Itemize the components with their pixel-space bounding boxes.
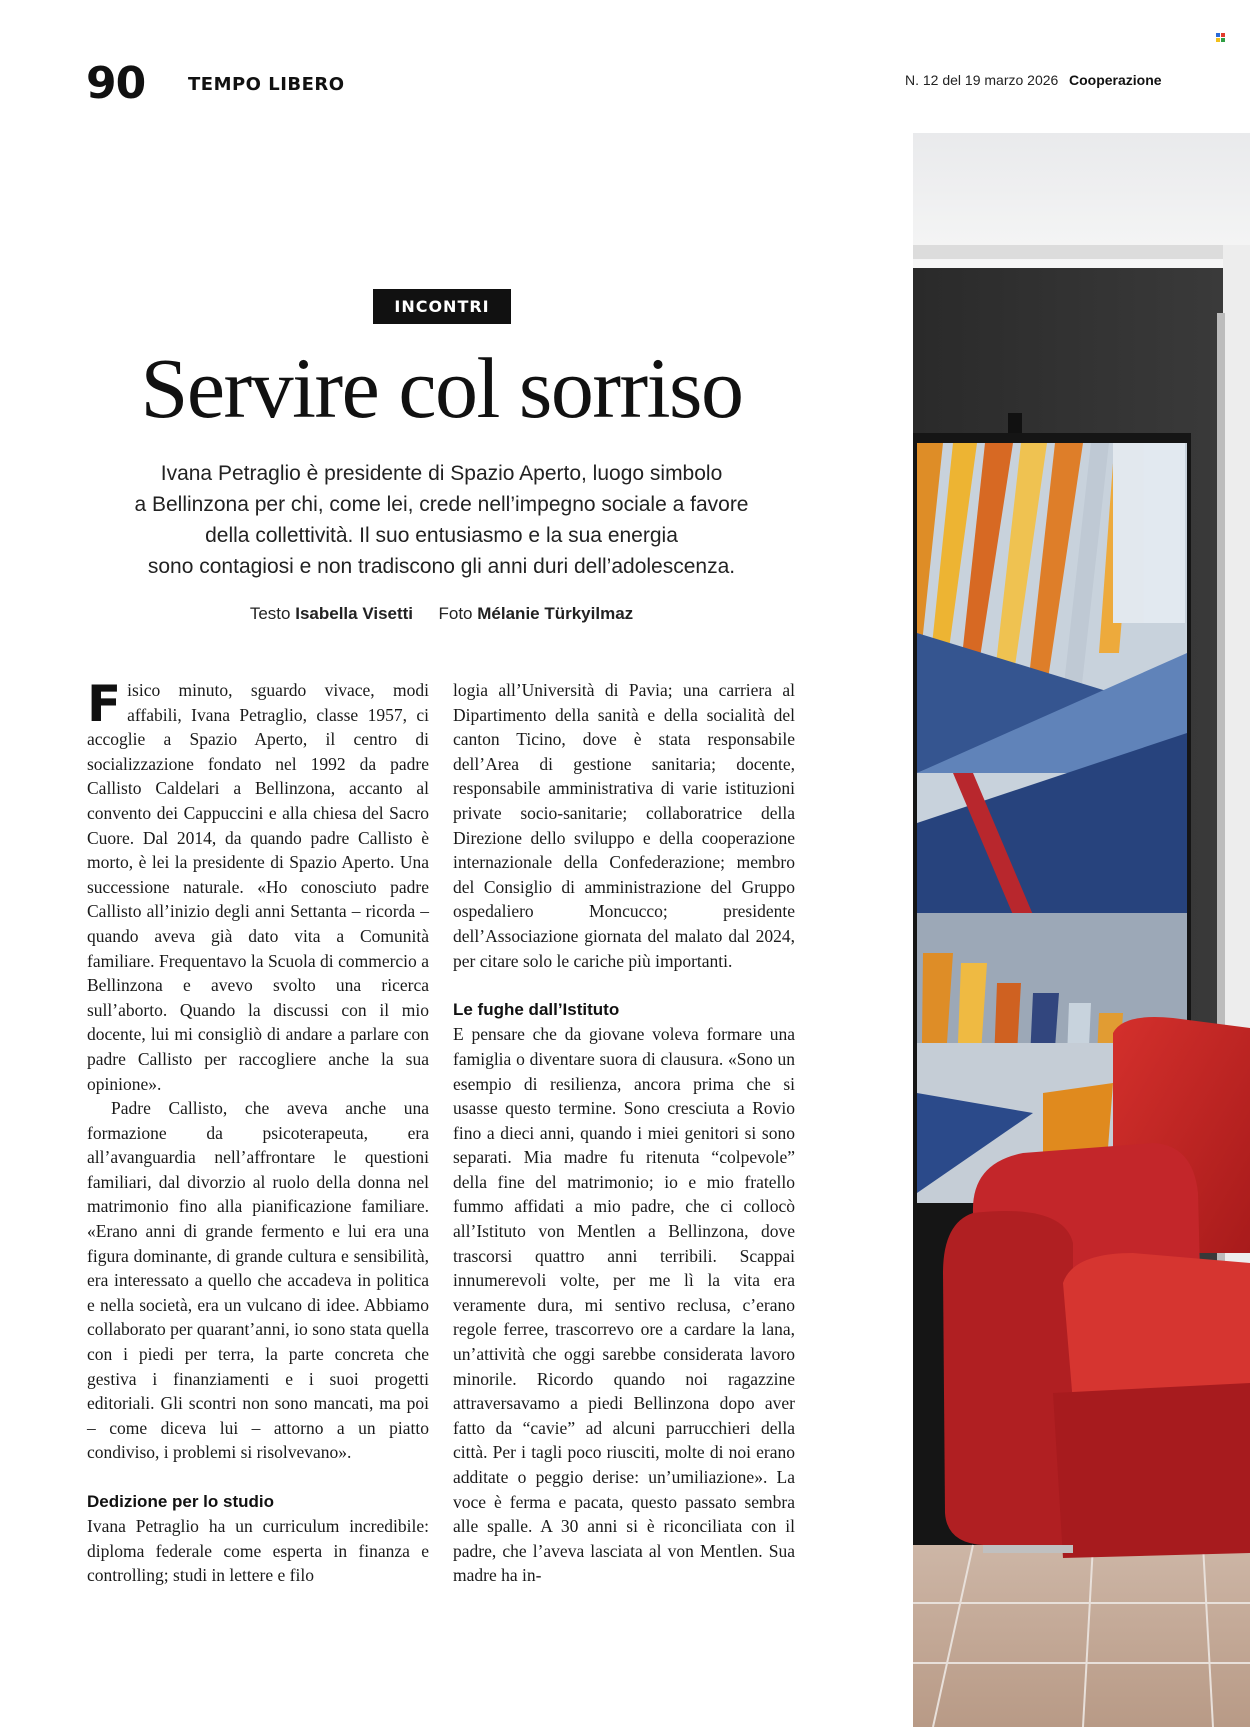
drop-cap: F: [87, 675, 122, 733]
byline-photo-label: Foto: [438, 604, 473, 623]
standfirst-line: a Bellinzona per chi, come lei, crede nell’impegno sociale a favore: [134, 493, 749, 516]
page-header: [0, 0, 1250, 120]
standfirst-line: sono contagiosi e non tradiscono gli anni duri dell’adolescenza.: [147, 555, 736, 578]
article-title: Servire col sorriso: [140, 340, 743, 436]
page-number: 90: [86, 58, 146, 109]
standfirst: [110, 458, 773, 582]
standfirst-line: Ivana Petraglio è presidente di Spazio Aperto, luogo simbolo: [160, 462, 723, 485]
kicker-label: INCONTRI: [373, 289, 511, 324]
section-name: TEMPO LIBERO: [188, 74, 345, 95]
author-name: Isabella Visetti: [295, 604, 414, 623]
article-column-left: [87, 675, 429, 1588]
body-paragraph: E pensare che da giovane voleva formare una famiglia o diventare suora di clausura. «Sono un esempio di resilienza, ancora prima che si usasse questo termine. Sono cresciuta a Rovio fino a dieci anni, quando i miei genitori si sono separati. Mia madre fu ritenuta “colpevole” della fine del matrimonio; io e mio fratello fummo affidati a mio padre, che ci collocò all’Istituto von Mentlen a Bellinzona, dove trascorsi quattro anni terribili. Scappai innumerevoli volte, per me lì la vita era veramente dura, mi sentivo reclusa, c’erano regole ferree, trascorrevo ore a cardare la lana, un’attività che oggi sarebbe considerata lavoro minorile. Ricordo quando noi ragazzine attraversavamo a piedi Bellinzona dopo aver fatto da “cavie” ad alcuni parrucchieri della città. Per i tagli poco riusciti, molte di noi erano additate o peggio derise: un’umiliazione». La voce è ferma e pacata, questo passato sembra alle spalle. A 30 anni si è riconciliata con il padre, che l’aveva lasciata al von Mentlen. Sua madre ha in-: [453, 1024, 795, 1586]
publication-name: Cooperazione: [1069, 72, 1162, 88]
byline-text-label: Testo: [249, 604, 291, 623]
subheading-study: Dedizione per lo studio: [87, 1491, 275, 1511]
paragraph-text: isico minuto, sguardo vivace, modi affabili, Ivana Petraglio, classe 1957, ci accoglie a Spazio Aperto, il centro di socializzazione fondato nel 1992 da padre Callisto Caldelari a Bellinzona, accanto al convento dei Cappuccini e alla chiesa del Sacro Cuore. Dal 2014, da quando padre Callisto è morto, è lei la presidente di Spazio Aperto. Una successione naturale. «Ho conosciuto padre Callisto all’inizio degli anni Settanta – ricorda – quando aveva già dato vita a Comunità familiare. Frequentavo la Scuola di commercio a Bellinzona e avevo svolto una ricerca sull’aborto. Quando la discussi con il mio docente, lui mi consigliò di andare a parlare con padre Callisto per raccogliere anche la sua opinione».: [87, 680, 429, 1094]
byline: [80, 604, 803, 624]
portrait-photo-stained-glass-armchair: [913, 133, 1250, 1727]
subheading-escapes: Le fughe dall’Istituto: [453, 999, 620, 1019]
body-paragraph: [87, 675, 429, 1096]
standfirst-line: della collettività. Il suo entusiasmo e la sua energia: [205, 524, 678, 547]
body-paragraph-continued: logia all’Università di Pavia; una carriera al Dipartimento della sanità e della socialità del canton Ticino, dove è stata responsabile dell’Area di gestione sanitaria; docente, responsabile amministrativa di varie istituzioni private socio-sanitarie; collaboratrice della Direzione dello sviluppo e della cooperazione internazionale della Confederazione; membro del Consiglio di amministrazione del Gruppo ospedaliero Moncucco; presidente dell’Associazione giornata del malato dal 2024, per citare solo le cariche più importanti.: [453, 680, 795, 971]
issue-info: N. 12 del 19 marzo 2026: [905, 72, 1059, 88]
photographer-name: Mélanie Türkyilmaz: [477, 604, 634, 623]
body-paragraph: Ivana Petraglio ha un curriculum incredibile: diploma federale come esperta in finanza e controlling; studi in lettere e filo: [87, 1516, 429, 1586]
article-column-right: [453, 678, 795, 1588]
body-paragraph: Padre Callisto, che aveva anche una formazione da psicoterapeuta, era all’avanguardia nell’affrontare le questioni familiari, dal divorzio al ruolo della donna nel matrimonio fino alla pianificazione familiare. «Erano anni di grande fermento e lui era una figura dominante, di grande cultura e sensibilità, era interessato a quello che accadeva in politica e nella società, era un vulcano di idee. Abbiamo collaborato per quarant’anni, io sono stata quella con i piedi per terra, la parte concreta che gestiva i finanziamenti e i suoi progetti editoriali. Gli scontri non sono mancati, ma poi – come diceva lui – attorno a un piatto condiviso, i problemi si risolvevano».: [87, 1098, 429, 1463]
color-registration-mark: [1216, 33, 1225, 42]
